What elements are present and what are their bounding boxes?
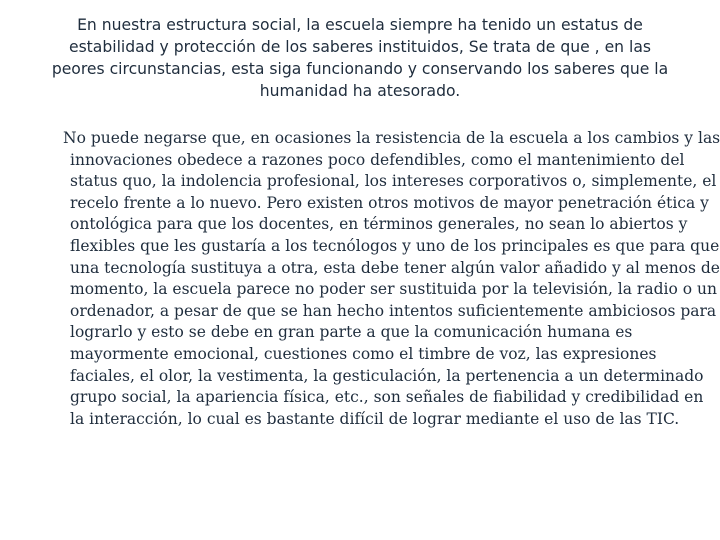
body-paragraph: No puede negarse que, en ocasiones la resistencia de la escuela a los cambios y las innovaciones obedece a razones poco defendibles, como el mantenimiento del status quo, la indolencia profesional, los intereses corporativos o, simplemente, el recelo frente a lo nuevo. Pero existen otros motivos de mayor penetración ética y ontológica para que los docentes, en términos generales, no sean lo abiertos y flexibles que les gustaría a los tecnólogos y uno de los principales es que para que una tecnología sustituya a otra, esta debe tener algún valor añadido y al menos de momento, la escuela parece no poder ser sustituida por la televisión, la radio o un ordenador, a pesar de que se han hecho intentos suficientemente ambiciosos para lograrlo y esto se debe en gran parte a que la comunicación humana es mayormente emocional, cuestiones como el timbre de voz, las expresiones faciales, el olor, la vestimenta, la gesticulación, la pertenencia a un determinado grupo social, la apariencia física, etc., son señales de fiabilidad y credibilidad en la interacción, lo cual es bastante difícil de lograr mediante el uso de las TIC. [63, 129, 720, 428]
intro-heading: En nuestra estructura social, la escuela siempre ha tenido un estatus de estabilidad y protección de los saberes instituidos, Se trata de que , en las peores circunstancias, esta siga funcionando y conservando los saberes que la humanidad ha atesorado. [51, 16, 669, 100]
